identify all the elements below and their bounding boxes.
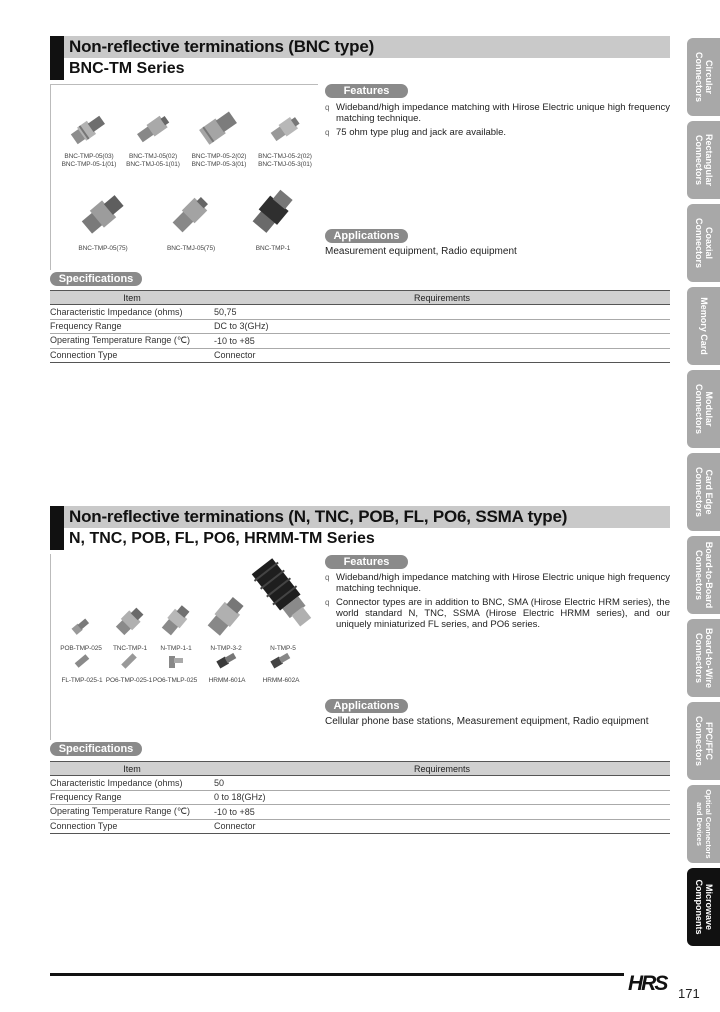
product-n-tmp-1-1: N-TMP-1-1	[150, 600, 202, 653]
product-bnc-tmj-05: BNC-TMJ-05(02) BNC-TMJ-05-1(01)	[124, 110, 182, 169]
product-bnc-tmj-05-2: BNC-TMJ-05-2(02) BNC-TMJ-05-3(01)	[254, 110, 316, 169]
section1-header	[50, 36, 670, 77]
section2-features-label: Features	[325, 555, 408, 569]
section2-subtitle: N, TNC, POB, FL, PO6, HRMM-TM Series	[69, 530, 375, 547]
table-header-row	[50, 762, 670, 776]
section2-feature-1: q Wideband/high impedance matching with Hirose Electric unique high frequency matching technique.	[325, 572, 670, 594]
hrmm-601a-image	[213, 648, 241, 672]
n-connector-large-image	[204, 592, 248, 640]
table-row: Characteristic Impedance (ohms) 50,75	[50, 305, 670, 320]
section2-applications-label: Applications	[325, 699, 408, 713]
bnc-jack-small-image	[263, 110, 307, 148]
section1-subtitle: BNC-TM Series	[69, 60, 185, 77]
bnc-jack-image	[131, 110, 175, 148]
section2-title-bar	[50, 506, 670, 528]
bnc-plug-image	[67, 110, 111, 148]
product-pob-tmp-025: POB-TMP-025	[56, 612, 106, 653]
table-row: Frequency Range 0 to 18(GHz)	[50, 790, 670, 805]
product-hrmm-601a: HRMM-601A	[202, 648, 252, 685]
hrs-logo: HRS	[628, 972, 667, 995]
bullet-icon: q	[325, 573, 330, 582]
product-n-tmp-3-2: N-TMP-3-2	[198, 592, 254, 653]
product-po6-tmlp-025: PO6-TMLP-025	[148, 650, 202, 685]
tab-coaxial-connectors[interactable]: Coaxial Connectors	[687, 204, 720, 282]
bnc-jack-75-image	[166, 188, 216, 240]
tab-board-to-board-connectors[interactable]: Board-to-Board Connectors	[687, 536, 720, 614]
section2-feature-2: q Connector types are in addition to BNC, SMA (Hirose Electric HRM series), the world standard N, TNC, SSMA (Hirose Electric HRMM series), and our uniquely miniaturized FL series, and PO6 series.	[325, 597, 670, 630]
tab-fpc-ffc-connectors[interactable]: FPC/FFC Connectors	[687, 702, 720, 780]
tab-optical-connectors-and-devices[interactable]: Optical Connectors and Devices	[687, 785, 720, 863]
tab-card-edge-connectors[interactable]: Card Edge Connectors	[687, 453, 720, 531]
table-header-requirements: Requirements	[214, 291, 670, 305]
table-header-row	[50, 291, 670, 305]
page-number: 171	[678, 986, 700, 1001]
section2-applications: Cellular phone base stations, Measurement equipment, Radio equipment	[325, 716, 649, 727]
section1-applications-label: Applications	[325, 229, 408, 243]
tab-board-to-wire-connectors[interactable]: Board-to-Wire Connectors	[687, 619, 720, 697]
section1-feature-1: q Wideband/high impedance matching with Hirose Electric unique high frequency matching technique.	[325, 102, 670, 124]
product-fl-tmp-025-1: FL-TMP-025-1	[58, 650, 106, 685]
n-connector-image	[158, 600, 194, 640]
fl-connector-image	[70, 650, 94, 672]
section2-spec-table	[50, 761, 670, 834]
table-row: Connection Type Connector	[50, 819, 670, 834]
table-row: Operating Temperature Range (℃) -10 to +85	[50, 334, 670, 349]
section1-product-photos	[50, 84, 318, 270]
table-row: Operating Temperature Range (℃) -10 to +85	[50, 805, 670, 820]
footer-rule	[50, 973, 624, 976]
table-header-item: Item	[50, 762, 214, 776]
section1-specifications-label: Specifications	[50, 272, 142, 286]
table-header-requirements: Requirements	[214, 762, 670, 776]
table-row: Characteristic Impedance (ohms) 50	[50, 776, 670, 791]
n-termination-heatsink-image	[251, 556, 315, 640]
pob-connector-image	[66, 612, 96, 640]
section1-title-bar	[50, 36, 670, 58]
product-bnc-tmp-05: BNC-TMP-05(03) BNC-TMP-05-1(01)	[60, 110, 118, 169]
tab-microwave-components[interactable]: Microwave Components	[687, 868, 720, 946]
bullet-icon: q	[325, 128, 330, 137]
section1-applications: Measurement equipment, Radio equipment	[325, 246, 517, 257]
product-tnc-tmp-1: TNC-TMP-1	[104, 602, 156, 653]
product-bnc-tmp-05-2: BNC-TMP-05-2(02) BNC-TMP-05-3(01)	[188, 106, 250, 169]
tab-rectangular-connectors[interactable]: Rectangular Connectors	[687, 121, 720, 199]
product-hrmm-602a: HRMM-602A	[256, 648, 306, 685]
tab-modular-connectors[interactable]: Modular Connectors	[687, 370, 720, 448]
table-row: Connection Type Connector	[50, 348, 670, 363]
bullet-icon: q	[325, 598, 330, 607]
po6-right-angle-connector-image	[161, 650, 189, 672]
tab-circular-connectors[interactable]: Circular Connectors	[687, 38, 720, 116]
bnc-plug-large-image	[197, 106, 241, 148]
section1-features-label: Features	[325, 84, 408, 98]
section2-product-photos	[50, 554, 318, 740]
hrmm-602a-image	[267, 648, 295, 672]
product-po6-tmp-025-1: PO6-TMP-025-1	[104, 650, 154, 685]
tnc-connector-image	[112, 602, 148, 640]
section2-header	[50, 506, 670, 547]
product-bnc-tmp-1: BNC-TMP-1	[242, 182, 304, 253]
section1-feature-2: q 75 ohm type plug and jack are available.	[325, 127, 507, 138]
table-header-item: Item	[50, 291, 214, 305]
product-bnc-tmj-05-75: BNC-TMJ-05(75)	[160, 188, 222, 253]
bnc-plug-1-image	[248, 182, 298, 240]
bnc-plug-75-image	[78, 188, 128, 240]
product-n-tmp-5: N-TMP-5	[250, 556, 316, 653]
product-bnc-tmp-05-75: BNC-TMP-05(75)	[72, 188, 134, 253]
section1-title: Non-reflective terminations (BNC type)	[69, 37, 375, 56]
section1-spec-table	[50, 290, 670, 363]
po6-connector-image	[117, 650, 141, 672]
section2-title: Non-reflective terminations (N, TNC, POB, FL, PO6, SSMA type)	[69, 507, 568, 526]
section2-specifications-label: Specifications	[50, 742, 142, 756]
bullet-icon: q	[325, 103, 330, 112]
tab-memory-card[interactable]: Memory Card	[687, 287, 720, 365]
table-row: Frequency Range DC to 3(GHz)	[50, 319, 670, 334]
